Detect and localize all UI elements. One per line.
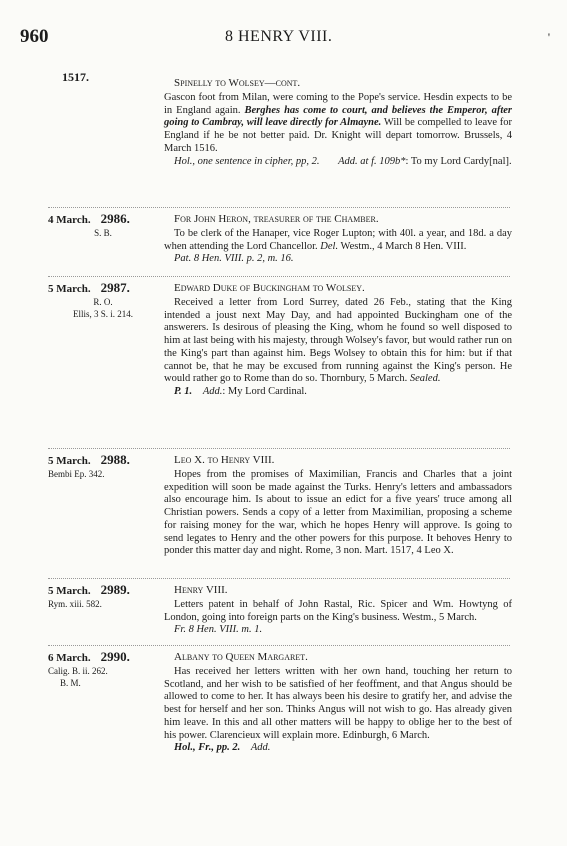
divider [48,578,510,579]
entry-text: Hopes from the promises of Maximilian, Francis and Charles that a joint expedition will soon be made against the Turks. Henry's letters and ambassadors also encourage him. Is about to issue an edict for a five years' truce among all Christian powers. Sends a copy of a letter from Maximilian, proposing a scheme for raising money for the war, which he hopes Henry will approve. Is going to send legates to Henry and the other powers for this purpose. It behoves Henry to ponder this matter day and night. Rome, 3 non. Mart. 1517, 4 Leo X. [164,469,512,557]
entry-title: For John Heron, treasurer of the Chamber. [174,213,379,225]
entry-note: Hol., Fr., pp. 2. Add. [174,742,271,754]
entry-ref: Calig. B. ii. 262. [48,666,108,676]
divider [48,448,510,449]
divider [48,207,510,208]
entry-date: 6 March. 2990. [48,649,130,664]
page-number: 960 [20,26,49,47]
entry-number: 2987. [100,280,130,295]
entry-ref: R. O. [93,297,113,307]
entry-date: 5 March. 2989. [48,582,130,597]
entry-ref: Rym. xiii. 582. [48,599,102,609]
entry-text: Gascon foot from Milan, were coming to the Pope's service. Hesdin expects to be in England again. Berghes has come to court, and believes the Emperor, after going to Cambray, will leave directly for Almayne. Will be compelled to leave for England if he be not better paid. Dr. Knight will depart tomorrow. Brussels, 4 March 1516. [164,92,513,154]
entry-note: Hol., one sentence in cipher, pp, 2. Add. at f. 109b*: To my Lord Cardy[nal]. [174,155,512,167]
entry-ref: S. B. [94,228,112,238]
entry-number: 2990. [100,649,130,664]
entry-date: 5 March. 2988. [48,452,130,467]
divider [48,276,510,277]
entry-title: Henry VIII. [174,584,228,596]
entry-ref-secondary: B. M. [60,678,81,688]
entry-title: Leo X. to Henry VIII. [174,454,275,466]
divider [48,645,510,646]
year-label: 1517. [62,70,89,84]
entry-text: Letters patent in behalf of John Rastal, Ric. Spicer and Wm. Howtyng of London, going into foreign parts on the King's business. Westm., 5 March. [164,599,512,623]
entry-text: To be clerk of the Hanaper, vice Roger Lupton; with 40l. a year, and 18d. a day when attending the Lord Chancellor. Del. Westm., 4 March 8 Hen. VIII. [164,228,512,252]
entry-title: Spinelly to Wolsey—cont. [174,77,301,89]
entry-number: 2989. [100,582,130,597]
page-header [20,26,550,50]
entry-note: Fr. 8 Hen. VIII. m. 1. [174,624,263,636]
entry-title: Edward Duke of Buckingham to Wolsey. [174,282,365,294]
entry-note: Pat. 8 Hen. VIII. p. 2, m. 16. [174,253,294,265]
entry-date: 4 March. 2986. [48,211,130,226]
entry-ref: Bembi Ep. 342. [48,469,105,479]
entry-ref-secondary: Ellis, 3 S. i. 214. [72,309,133,319]
entry-number: 2986. [100,211,130,226]
entry-text: Received a letter from Lord Surrey, dated 26 Feb., stating that the King intended a joust next May Day, and had appointed Buckingham one of the answerers. Is desirous of pleasing the King, whom he found so well disposed to him at last being with his majesty, through Wolsey's favor, but would rather run on the King's part than against him. Begs Wolsey to obtain this for him: but if that cannot be, that he may be excused from running against the King's person. He would rather go to Rome than do so. Thornbury, 5 March. Sealed. [164,297,512,385]
entry-date: 5 March. 2987. [48,280,130,295]
entry-note: P. 1. Add.: My Lord Cardinal. [174,385,307,397]
header-mark: ' [547,30,550,44]
entry-title: Albany to Queen Margaret. [174,651,308,663]
running-title: 8 HENRY VIII. [225,28,333,45]
entry-number: 2988. [100,452,130,467]
entry-text: Has received her letters written with her own hand, touching her return to Scotland, and her wish to be satisfied of her feoffment, and that Angus should be allowed to come to her. It has always been his desire to gratify her, and advise the best for herself and her son. Thinks Angus will not wish to go. Has already given him leave. In this and all other matters will be happy to oblige her to the best of his power. Clarencieux will explain more. Edinburgh, 6 March. [164,666,512,741]
